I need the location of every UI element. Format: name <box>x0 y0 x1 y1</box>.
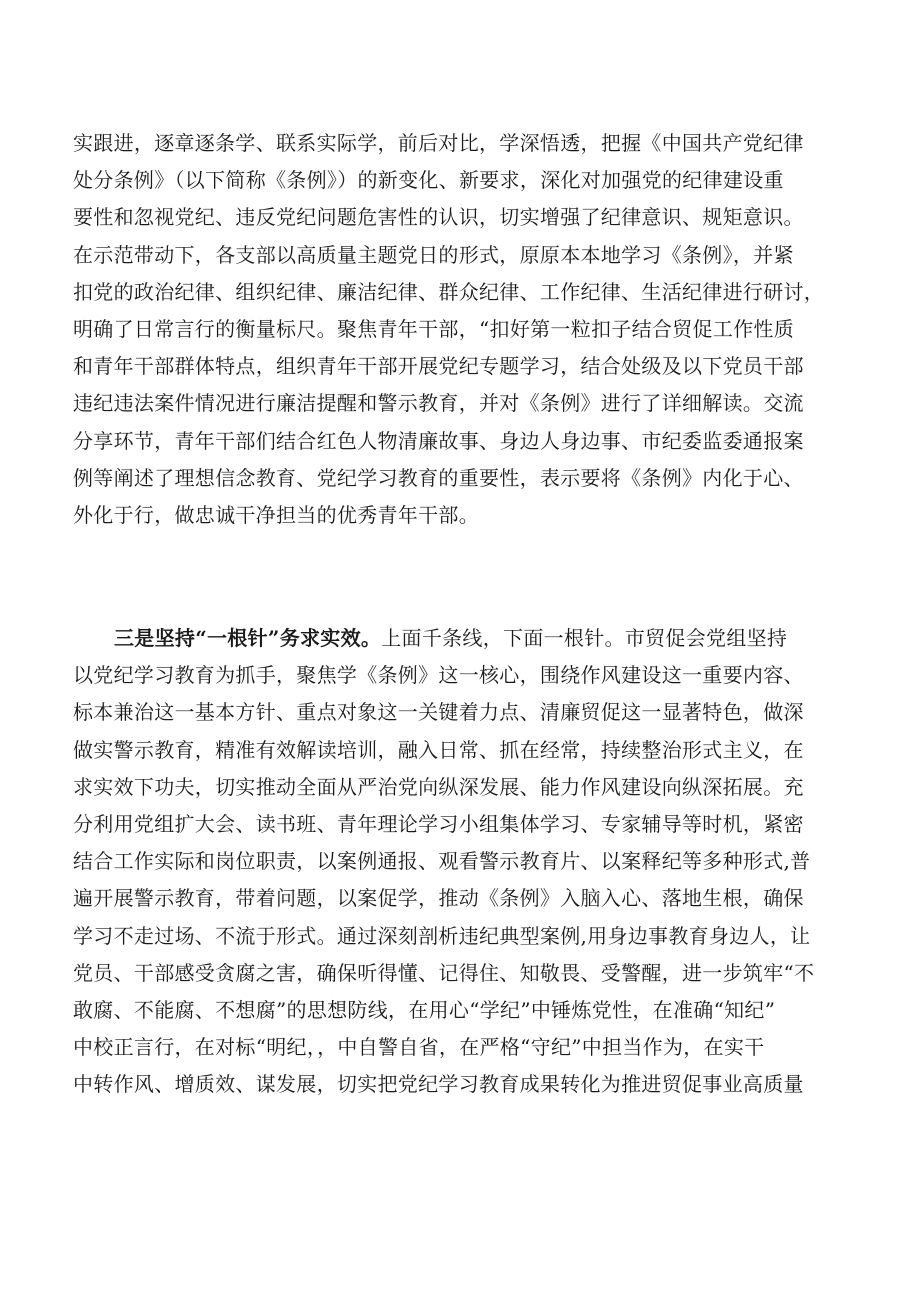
paragraph-heading: 三是坚持“一根针”务求实效。 <box>114 626 382 650</box>
text-line: 党员、干部感受贪腐之害，确保听得懂、记得住、知敬畏、受警醒，进一步筑牢“不 <box>73 960 815 985</box>
text-line: 做实警示教育，精准有效解读培训，融入日常、抓在经常，持续整治形式主义，在 <box>73 737 804 762</box>
text-line: 明确了日常言行的衡量标尺。聚焦青年干部，“扣好第一粒扣子结合贸促工作性质 <box>73 316 795 341</box>
paragraph-1 <box>73 125 861 534</box>
text-line: 敢腐、不能腐、不想腐”的思想防线，在用心“学纪”中锤炼党性，在准确“知纪” <box>73 997 776 1022</box>
text-line: 中转作风、增质效、谋发展，切实把党纪学习教育成果转化为推进贸促事业高质量 <box>73 1072 804 1097</box>
text-line: 中校正言行，在对标“明纪，，中自警自省，在严格“守纪”中担当作为，在实干 <box>73 1035 765 1060</box>
text-line: 分享环节，青年干部们结合红色人物清廉故事、身边人身边事、市纪委监委通报案 <box>73 428 804 453</box>
text-line: 外化于行，做忠诚干净担当的优秀青年干部。 <box>73 502 479 527</box>
text-line: 学习不走过场、不流于形式。通过深刻剖析违纪典型案例,用身边事教育身边人，让 <box>73 923 811 948</box>
text-line: 要性和忽视党纪、违反党纪问题危害性的认识，切实增强了纪律意识、规矩意识。 <box>73 205 804 230</box>
text-line: 违纪违法案件情况进行廉洁提醒和警示教育，并对《条例》进行了详细解读。交流 <box>73 391 804 416</box>
text-line: 求实效下功夫，切实推动全面从严治党向纵深发展、能力作风建设向纵深拓展。充 <box>73 774 804 799</box>
text-line: 标本兼治这一基本方针、重点对象这一关键着力点、清廉贸促这一显著特色，做深 <box>73 700 804 725</box>
text-line: 扣党的政治纪律、组织纪律、廉洁纪律、群众纪律、工作纪律、生活纪律进行研讨， <box>73 279 825 304</box>
text-line: 例等阐述了理想信念教育、党纪学习教育的重要性，表示要将《条例》内化于心、 <box>73 465 804 490</box>
text-line: 和青年干部群体特点，组织青年干部开展党纪专题学习，结合处级及以下党员干部 <box>73 354 804 379</box>
text-line: 以党纪学习教育为抓手，聚焦学《条例》这一核心，围绕作风建设这一重要内容、 <box>73 663 804 688</box>
text-line: 处分条例》（以下简称《条例》）的新变化、新要求，深化对加强党的纪律建设重 <box>73 168 784 193</box>
paragraph-2 <box>73 620 861 1103</box>
text-line: 分利用党组扩大会、读书班、青年理论学习小组集体学习、专家辅导等时机，紧密 <box>73 811 804 836</box>
paragraph-lead-text: 上面千条线，下面一根针。市贸促会党组坚持 <box>381 626 788 650</box>
text-line: 实跟进，逐章逐条学、联系实际学，前后对比，学深悟透，把握《中国共产党纪律 <box>73 131 804 155</box>
text-line: 结合工作实际和岗位职责，以案例通报、观看警示教育片、以案释纪等多种形式,普 <box>73 849 811 874</box>
text-line: 在示范带动下，各支部以高质量主题党日的形式，原原本本地学习《条例》，并紧 <box>73 242 794 267</box>
text-line: 遍开展警示教育，带着问题，以案促学，推动《条例》入脑入心、落地生根，确保 <box>73 886 804 911</box>
text-line-first <box>73 620 861 657</box>
